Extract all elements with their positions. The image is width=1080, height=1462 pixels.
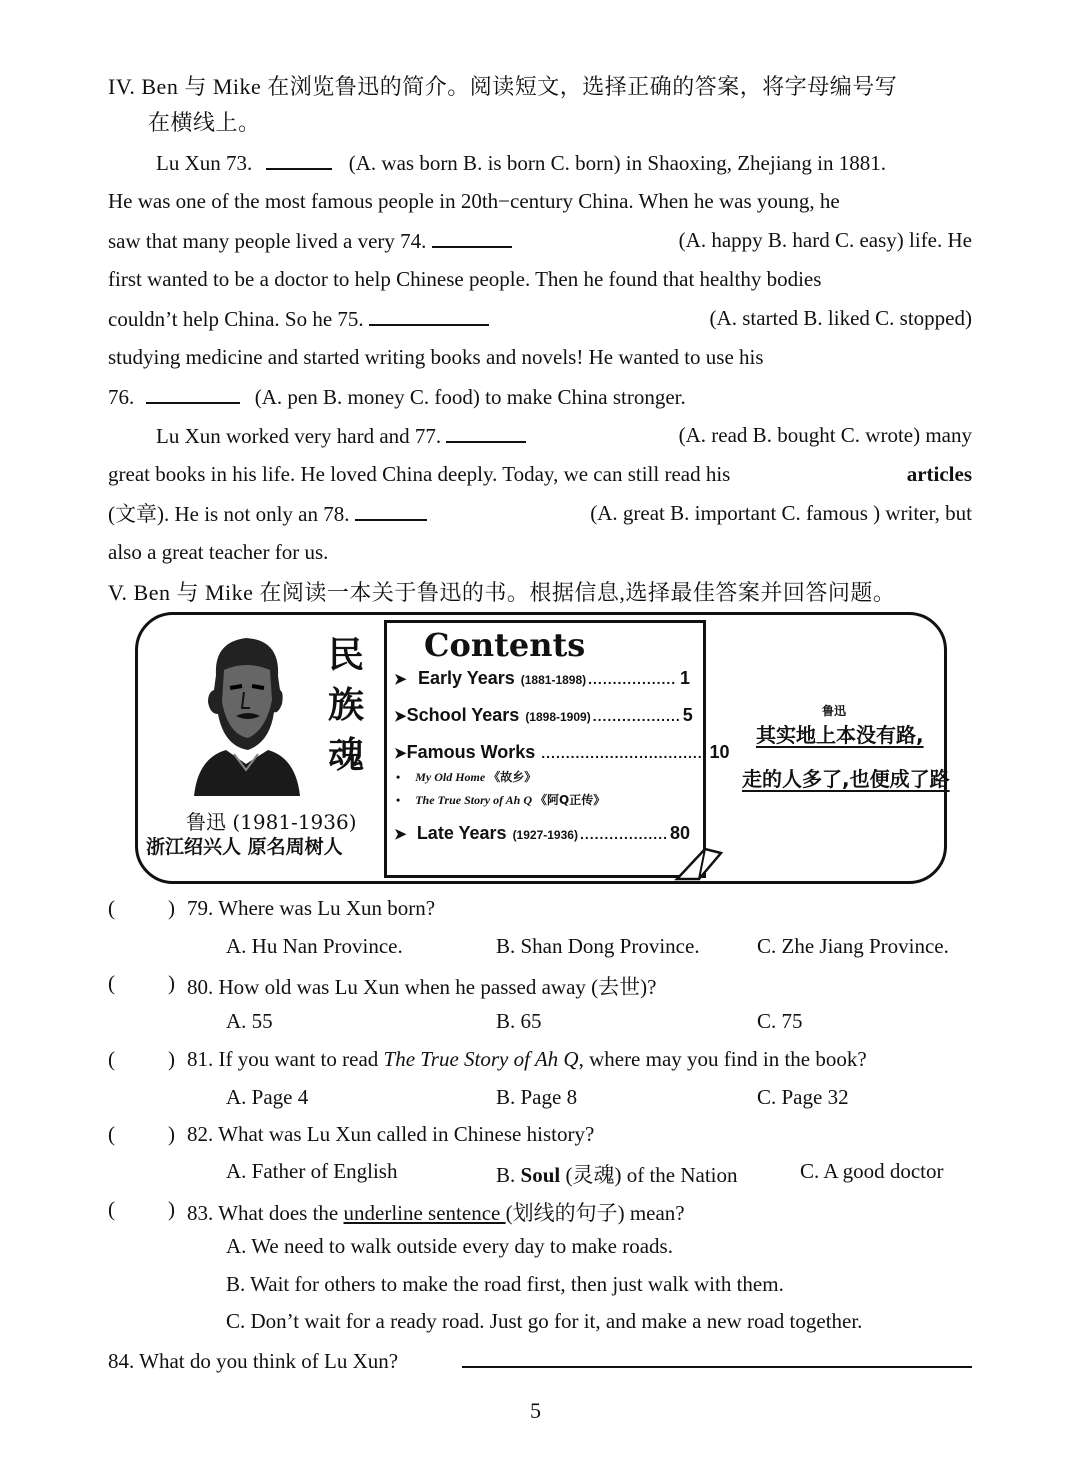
book-title: The True Story of Ah Q — [383, 1047, 579, 1071]
leader-dots: .................................. — [541, 745, 708, 761]
arrow-right-icon: ➤ — [394, 745, 407, 762]
passage-line — [156, 425, 972, 447]
stem-text: (划线的句子) mean? — [505, 1201, 685, 1225]
passage-text: studying medicine and started writing books and novels! He wanted to use his — [108, 345, 764, 369]
passage-text: (文章). He is not only an 78. — [108, 503, 427, 525]
question-stem-79: 79. Where was Lu Xun born? — [187, 896, 436, 920]
section-4-title-line-2: 在横线上。 — [148, 110, 261, 135]
question-stem-83 — [187, 1197, 685, 1227]
leader-dots: .................. — [592, 708, 681, 724]
passage-text: (A. was born B. is born C. born) in Shaoxing, Zhejiang in 1881. — [348, 151, 886, 175]
passage-line — [108, 269, 972, 290]
passage-text: (A. started B. liked C. stopped) — [709, 306, 972, 330]
option-a: A. We need to walk outside every day to make roads. — [226, 1234, 673, 1258]
contents-row — [394, 742, 730, 763]
vertical-title-char: 魂 — [328, 735, 365, 776]
answer-paren-close: ) — [168, 1122, 175, 1146]
option-a: A. Page 4 — [226, 1085, 309, 1109]
contents-label: Late Years — [416, 823, 507, 843]
passage-line — [108, 347, 972, 368]
answer-blank-74[interactable] — [432, 230, 512, 248]
answer-paren-open[interactable]: ( — [108, 896, 115, 920]
option-c: C. Page 32 — [757, 1085, 849, 1109]
passage-text: Lu Xun worked very hard and 77. — [156, 425, 526, 447]
answer-line-84[interactable] — [462, 1350, 972, 1368]
leader-dots: .................. — [579, 826, 668, 842]
quote-author: 鲁迅 — [822, 704, 847, 718]
contents-sub-item — [396, 791, 605, 808]
lu-xun-portrait — [186, 630, 306, 796]
answer-blank-73[interactable] — [266, 152, 332, 170]
portrait-caption-line-1: 鲁迅 (1981-1936) — [186, 810, 357, 834]
passage-text: saw that many people lived a very 74. — [108, 230, 512, 252]
answer-paren-close: ) — [168, 1047, 175, 1071]
contents-years: (1927-1936) — [512, 828, 578, 842]
option-letter: B. — [496, 1163, 516, 1187]
answer-paren-open[interactable]: ( — [108, 1197, 115, 1221]
passage-text: (A. pen B. money C. food) to make China stronger. — [254, 385, 686, 409]
passage-line — [156, 152, 972, 174]
section-5-title: V. Ben 与 Mike 在阅读一本关于鲁迅的书。根据信息,选择最佳答案并回答问题。 — [108, 580, 896, 605]
vertical-title-char: 民 — [328, 635, 365, 676]
contents-title: Contents — [424, 626, 586, 664]
option-b: B. 65 — [496, 1009, 542, 1033]
answer-paren-close: ) — [168, 1197, 175, 1221]
passage-line — [108, 191, 972, 212]
contents-row — [394, 668, 690, 689]
keyword-articles: articles — [906, 462, 972, 486]
question-stem-82: 82. What was Lu Xun called in Chinese history? — [187, 1122, 595, 1146]
option-b: B. Shan Dong Province. — [496, 934, 700, 958]
leader-dots: .................. — [588, 671, 677, 687]
answer-blank-75[interactable] — [369, 308, 489, 326]
section-4-title-line-1: IV. Ben 与 Mike 在浏览鲁迅的简介。阅读短文，选择正确的答案，将字母编号写 — [108, 74, 898, 99]
contents-sub-item — [396, 768, 536, 785]
passage-line — [108, 503, 972, 525]
answer-paren-close: ) — [168, 896, 175, 920]
option-b: B. Wait for others to make the road first, then just walk with them. — [226, 1272, 784, 1296]
bullet-icon: • — [396, 770, 401, 784]
work-title-en: My Old Home — [415, 770, 486, 784]
keyword-soul: Soul — [520, 1163, 561, 1187]
quote-line-1: 其实地上本没有路, — [756, 723, 924, 747]
contents-page: 80 — [669, 823, 690, 843]
bullet-icon: • — [396, 793, 401, 807]
question-stem-84: 84. What do you think of Lu Xun? — [108, 1349, 399, 1373]
passage-text: (A. great B. important C. famous ) writer, but — [590, 501, 972, 525]
stem-text: 83. What does the — [187, 1201, 344, 1225]
work-title-en: The True Story of Ah Q — [415, 793, 532, 807]
option-c: C. 75 — [757, 1009, 803, 1033]
option-a: A. Father of English — [226, 1159, 398, 1183]
arrow-right-icon: ➤ — [394, 708, 407, 725]
arrow-right-icon: ➤ — [394, 826, 407, 843]
option-c: C. A good doctor — [800, 1159, 944, 1183]
answer-paren-close: ) — [168, 971, 175, 995]
passage-line — [108, 386, 686, 408]
passage-text: 76. — [108, 385, 135, 409]
answer-blank-78[interactable] — [355, 503, 427, 521]
quote-line-2: 走的人多了,也便成了路 — [742, 767, 950, 791]
stem-text: 81. If you want to read — [187, 1047, 384, 1071]
passage-text: (A. read B. bought C. wrote) many — [678, 423, 972, 447]
passage-line — [108, 464, 972, 485]
work-title-cn: 《阿Q正传》 — [535, 793, 606, 807]
contents-row — [394, 705, 693, 726]
option-a: A. Hu Nan Province. — [226, 934, 403, 958]
contents-row — [394, 823, 690, 844]
contents-label: Early Years — [418, 668, 515, 688]
work-title-cn: 《故乡》 — [488, 770, 537, 784]
vertical-title-char: 族 — [328, 685, 365, 726]
underlined-phrase: underline sentence — [343, 1201, 506, 1225]
answer-paren-open[interactable]: ( — [108, 971, 115, 995]
contents-label: Famous Works — [406, 742, 536, 762]
question-stem-80: 80. How old was Lu Xun when he passed away (去世)? — [187, 975, 657, 999]
passage-line — [108, 230, 972, 252]
passage-text: He was one of the most famous people in 20th−century China. When he was young, he — [108, 189, 840, 213]
passage-text: couldn’t help China. So he 75. — [108, 308, 489, 330]
option-a: A. 55 — [226, 1009, 273, 1033]
stem-text: , where may you find in the book? — [578, 1047, 867, 1071]
passage-text: Lu Xun 73. — [156, 151, 253, 175]
answer-paren-open[interactable]: ( — [108, 1047, 115, 1071]
option-b — [496, 1159, 738, 1189]
portrait-caption-line-2: 浙江绍兴人 原名周树人 — [146, 836, 343, 858]
contents-years: (1898-1909) — [525, 710, 591, 724]
option-c: C. Don’t wait for a ready road. Just go for it, and make a new road together. — [226, 1309, 863, 1333]
passage-line: also a great teacher for us. — [108, 540, 329, 564]
passage-line — [108, 308, 972, 330]
contents-label: School Years — [406, 705, 520, 725]
contents-page: 1 — [679, 668, 690, 688]
contents-page: 10 — [709, 742, 730, 762]
passage-text: first wanted to be a doctor to help Chinese people. Then he found that healthy bodies — [108, 267, 822, 291]
passage-text: (A. happy B. hard C. easy) life. He — [678, 228, 972, 252]
answer-blank-76[interactable] — [146, 386, 240, 404]
option-c: C. Zhe Jiang Province. — [757, 934, 949, 958]
contents-page: 5 — [682, 705, 693, 725]
contents-years: (1881-1898) — [520, 673, 587, 687]
option-b: B. Page 8 — [496, 1085, 578, 1109]
page-number: 5 — [530, 1398, 541, 1423]
arrow-right-icon: ➤ — [394, 671, 407, 688]
answer-paren-open[interactable]: ( — [108, 1122, 115, 1146]
passage-text: great books in his life. He loved China deeply. Today, we can still read his — [108, 462, 731, 486]
option-text: (灵魂) of the Nation — [565, 1163, 738, 1187]
answer-blank-77[interactable] — [446, 425, 526, 443]
question-stem-81 — [187, 1047, 867, 1072]
